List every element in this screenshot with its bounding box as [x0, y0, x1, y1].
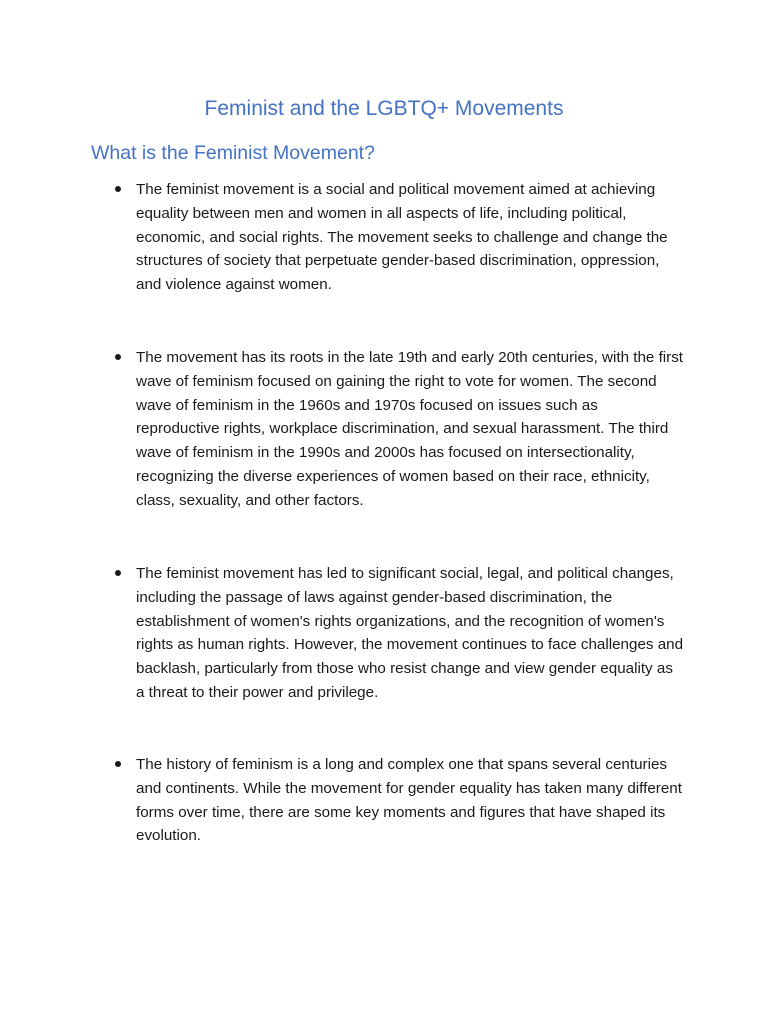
bullet-icon [115, 354, 121, 360]
section-heading: What is the Feminist Movement? [91, 142, 375, 164]
bullet-text: The feminist movement has led to significant social, legal, and political changes, including the passage of laws against gender-based discrimination, the establishment of women's rights organizations, and the recognition of women's rights as human rights. However, the movement continues to face challenges and backlash, particularly from those who resist change and view gender equality as a threat to their power and privilege. [136, 565, 684, 701]
bullet-text: The history of feminism is a long and complex one that spans several centuries and continents. While the movement for gender equality has taken many different forms over time, there are some key moments and figures that have shaped its evolution. [136, 756, 682, 845]
bullet-text: The movement has its roots in the late 19th and early 20th centuries, with the first wave of feminism focused on gaining the right to vote for women. The second wave of feminism in the 1960s and 1970s focused on issues such as reproductive rights, workplace discrimination, and sexual harassment. The third wave of feminism in the 1990s and 2000s has focused on intersectionality, recognizing the diverse experiences of women based on their race, ethnicity, class, sexuality, and other factors. [136, 349, 684, 509]
bullet-icon [115, 186, 121, 192]
bullet-text: The feminist movement is a social and political movement aimed at achieving equality between men and women in all aspects of life, including political, economic, and social rights. The movement seeks to challenge and change the structures of society that perpetuate gender-based discrimination, oppression, and violence against women. [136, 181, 668, 294]
document-title: Feminist and the LGBTQ+ Movements [204, 97, 564, 120]
bullet-icon [115, 761, 121, 767]
bullet-icon [115, 570, 121, 576]
